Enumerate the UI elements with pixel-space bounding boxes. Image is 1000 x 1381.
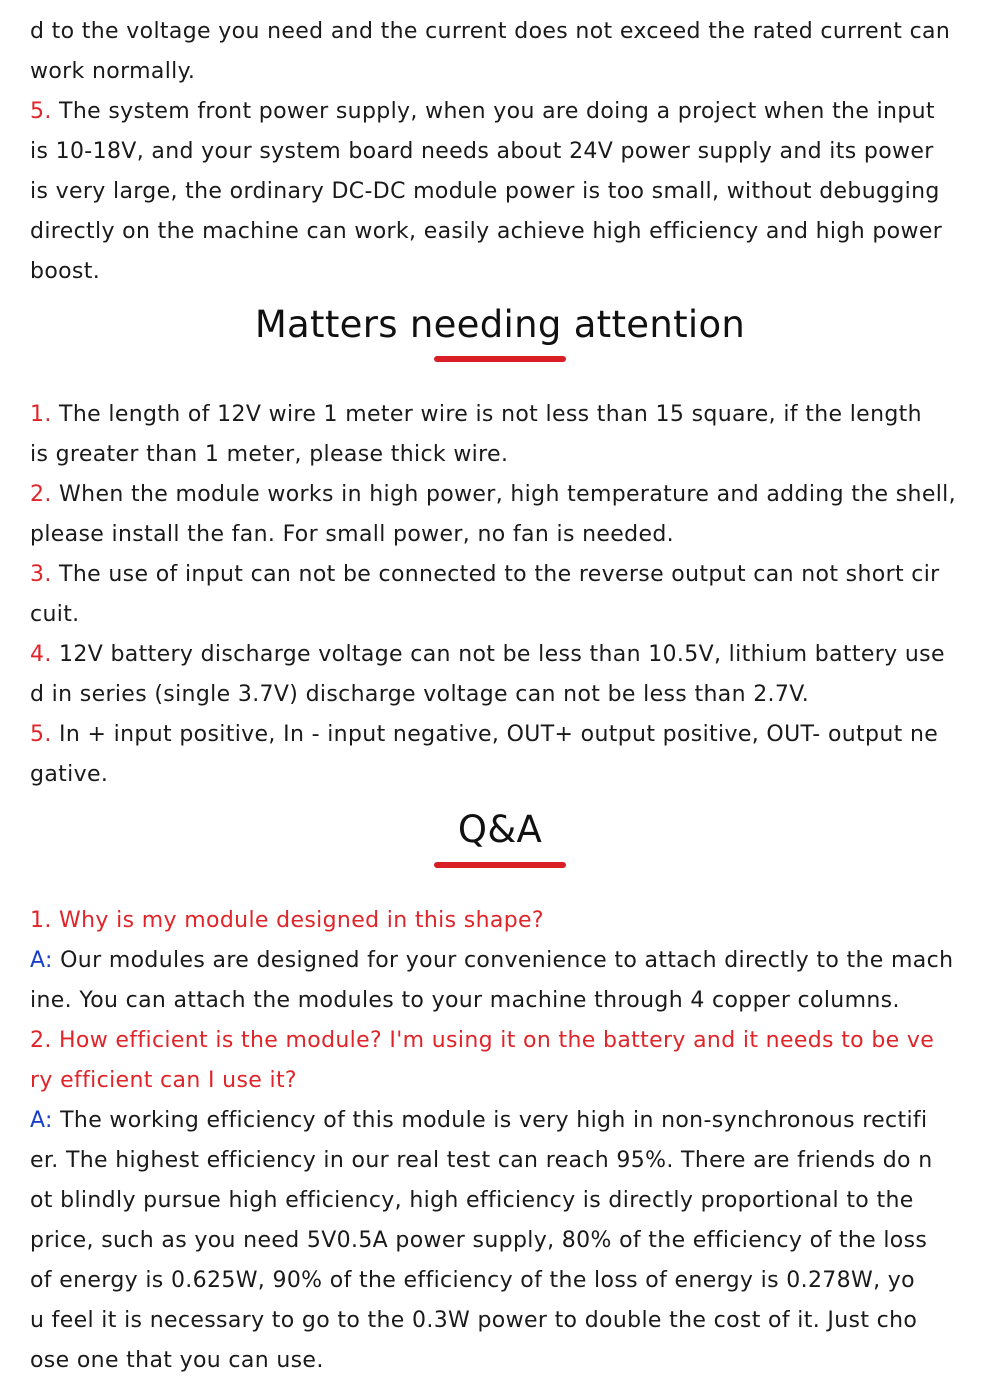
text-line: 2. How efficient is the module? I'm using it on the battery and it needs to be ve — [30, 1028, 935, 1053]
text-line: The system front power supply, when you are doing a project when the input — [51, 99, 935, 124]
text-line: price, such as you need 5V0.5A power supply, 80% of the efficiency of the loss — [30, 1228, 928, 1253]
text-line: u feel it is necessary to go to the 0.3W power to double the cost of it. Just cho — [30, 1308, 918, 1333]
text-line: ine. You can attach the modules to your machine through 4 copper columns. — [30, 988, 900, 1013]
qa-heading — [0, 795, 1000, 901]
list-item — [30, 475, 975, 555]
question — [30, 901, 975, 941]
text-line: er. The highest efficiency in our real test can reach 95%. There are friends do n — [30, 1148, 933, 1173]
answer-label: A: — [30, 948, 53, 973]
item-number: 3. — [30, 562, 52, 587]
item-number: 5. — [30, 722, 52, 747]
item-number: 2. — [30, 482, 52, 507]
text-line: In + input positive, In - input negative, OUT+ output positive, OUT- output ne — [51, 722, 939, 747]
text-line: directly on the machine can work, easily achieve high efficiency and high power — [30, 219, 943, 244]
answer — [30, 941, 975, 1021]
section-title: Q&A — [457, 808, 543, 851]
document-page — [30, 12, 975, 1381]
list-item — [30, 395, 975, 475]
text-line: The length of 12V wire 1 meter wire is not less than 15 square, if the length — [51, 402, 922, 427]
text-line: ot blindly pursue high efficiency, high efficiency is directly proportional to the — [30, 1188, 914, 1213]
answer — [30, 1101, 975, 1381]
text-line: d in series (single 3.7V) discharge voltage can not be less than 2.7V. — [30, 682, 810, 707]
qa-list — [30, 901, 975, 1381]
intro-paragraph — [30, 12, 975, 92]
text-line: ose one that you can use. — [30, 1348, 324, 1373]
text-line: is 10-18V, and your system board needs about 24V power supply and its power — [30, 139, 934, 164]
text-line: boost. — [30, 259, 101, 284]
feature-item-5 — [30, 92, 975, 292]
list-item — [30, 635, 975, 715]
text-line: 12V battery discharge voltage can not be less than 10.5V, lithium battery use — [51, 642, 945, 667]
text-line: is very large, the ordinary DC-DC module power is too small, without debugging — [30, 179, 940, 204]
text-line: please install the fan. For small power, no fan is needed. — [30, 522, 675, 547]
list-item — [30, 555, 975, 635]
text-line: Our modules are designed for your convenience to attach directly to the mach — [52, 948, 954, 973]
text-line: of energy is 0.625W, 90% of the efficiency of the loss of energy is 0.278W, yo — [30, 1268, 915, 1293]
text-line: d to the voltage you need and the current does not exceed the rated current can — [30, 19, 951, 44]
text-line: gative. — [30, 762, 109, 787]
item-number: 5. — [30, 99, 52, 124]
title-underline — [434, 862, 566, 868]
text-line: When the module works in high power, high temperature and adding the shell, — [51, 482, 956, 507]
text-line: ry efficient can I use it? — [30, 1068, 297, 1093]
section-title: Matters needing attention — [254, 303, 746, 346]
text-line: cuit. — [30, 602, 80, 627]
attention-list — [30, 395, 975, 795]
text-line: The use of input can not be connected to the reverse output can not short cir — [51, 562, 940, 587]
list-item — [30, 715, 975, 795]
question — [30, 1021, 975, 1101]
attention-heading — [0, 292, 1000, 395]
text-line: The working efficiency of this module is very high in non-synchronous rectifi — [52, 1108, 928, 1133]
item-number: 4. — [30, 642, 52, 667]
item-number: 1. — [30, 402, 52, 427]
answer-label: A: — [30, 1108, 53, 1133]
text-line: is greater than 1 meter, please thick wire. — [30, 442, 509, 467]
text-line: 1. Why is my module designed in this shape? — [30, 908, 544, 933]
title-underline — [434, 356, 566, 362]
text-line: work normally. — [30, 59, 196, 84]
